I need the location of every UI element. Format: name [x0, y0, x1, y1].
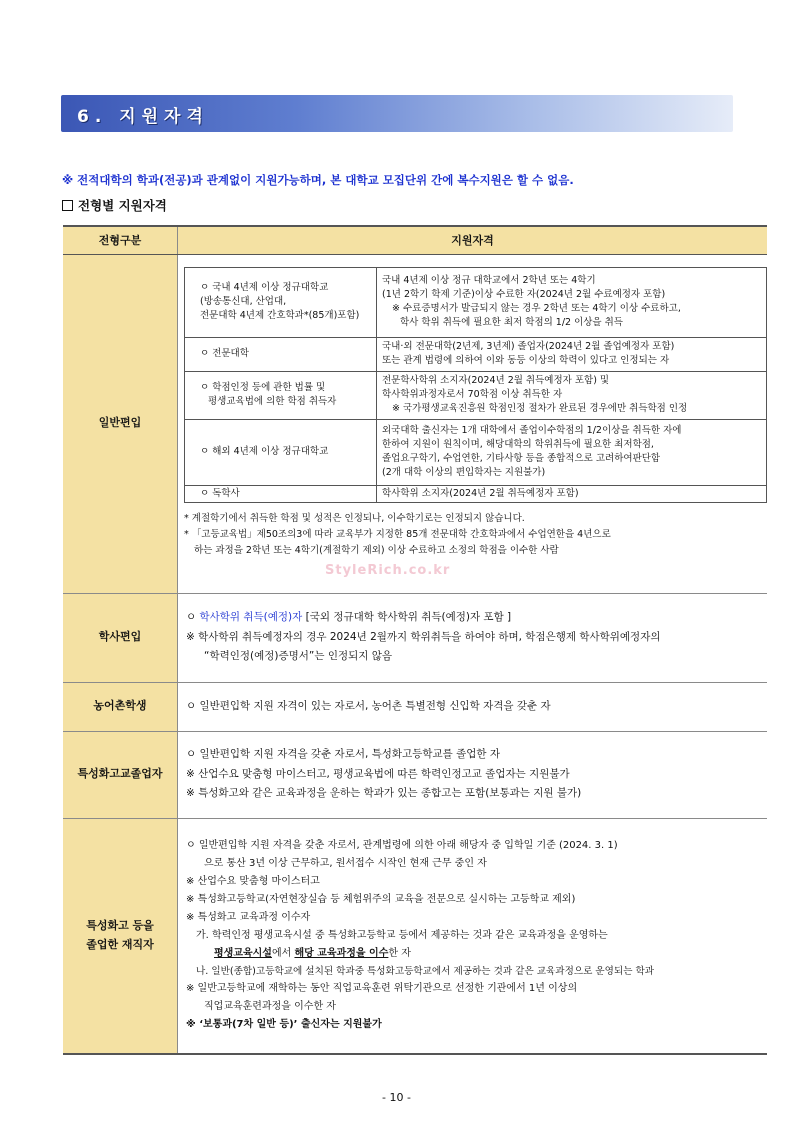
row-specialized: 특성화고교졸업자 ㅇ 일반편입학 지원 자격을 갖춘 자로서, 특성화고등학교를 졸업한 자 ※ 산업수요 맞춤형 마이스터고, 평생교육법에 따른 학력인정고교 졸업자는 지원불가 ※ 특성화고와 같은 교육과정을 운하는 학과가 있는 종합고는 포함(보통과는 지원 불가): [63, 731, 767, 818]
row-general: [63, 254, 767, 593]
row-bachelor: 학사편입 ㅇ 학사학위 취득(예정)자 [국외 정규대학 학사학위 취득(예정)자 포함 ] ※ 학사학위 취득예정자의 경우 2024년 2월까지 학위취득을 하여야 하며, 학점은행제 학사학위예정자의 “학력인정(예정)증명서”는 인정되지 않음: [63, 593, 767, 682]
header-category: 전형구분: [63, 226, 178, 254]
category-rural: 농어촌학생: [63, 682, 178, 731]
table-row: ㅇ 학점인정 등에 관한 법률 및 평생교육법에 의한 학점 취득자 전문학사학위 소지자(2024년 2월 취득예정자 포함) 및 학사학위과정자로서 70학점 이상 취득한 자 ※ 국가평생교육진흥원 학점인정 절차가 완료된 경우에만 취득학점 인정: [185, 371, 767, 419]
row-rural: 농어촌학생 ㅇ 일반편입학 지원 자격이 있는 자로서, 농어촌 특별전형 신입학 자격을 갖춘 자: [63, 682, 767, 731]
row-employee: 특성화고 등을 졸업한 재직자 ㅇ 일반편입학 지원 자격을 갖춘 자로서, 관계법령에 의한 아래 해당자 중 입학일 기준 (2024. 3. 1) 으로 통산 3년 이상 근무하고, 원서접수 시작인 현재 근무 중인 자 ※ 산업수요 맞춤형 마이스터고 ※ 특성화고등학교(자연현장실습 등 체험위주의 교육을 전문으로 실시하는 고등학교 제외) ※ 특성화고 교육과정 이수자 가. 학력인정 평생교육시설 중 특성화고등학교 등에서 제공하는 것과 같은 교육과정을 운영하는 평생교육시설에서 해당 교육과정을 이수한 자 나. 일반(종합)고등학교에 설치된 학과중 특성화고등학교에서 제공하는 것과 같은 교육과정으로 운영되는 학과 ※ 일반고등학교에 재학하는 동안 직업교육훈련 위탁기관으로 선정한 기관에서 1년 이상의 직업교육훈련과정을 이수한 자 ※ ‘보통과(7차 일반 등)’ 출신자는 지원불가: [63, 818, 767, 1054]
category-general: 일반편입: [63, 254, 178, 593]
table-row: ㅇ 국내 4년제 이상 정규대학교 (방송통신대, 산업대, 전문대학 4년제 간호학과*(85개)포함) 국내 4년제 이상 정규 대학교에서 2학년 또는 4학기 (1년 2학기 학제 기준)이상 수료한 자(2024년 2월 수료예정자 포함) ※ 수료증명서가 발급되지 않는 경우 2학년 또는 4학기 이상 수료하고, 학사 학위 취득에 필요한 최저 학점의 1/2 이상을 취득: [185, 267, 767, 337]
checkbox-icon: [62, 200, 73, 211]
table-header-row: [63, 226, 767, 254]
table-row: ㅇ 해외 4년제 이상 정규대학교 외국대학 출신자는 1개 대학에서 졸업이수학점의 1/2이상을 취득한 자에 한하여 지원이 원칙이며, 해당대학의 학위취득에 필요한 최저학점, 졸업요구학기, 수업연한, 기타사항 등을 종합적으로 고려하여판단함 (2개 대학 이상의 편입학자는 지원불가): [185, 419, 767, 485]
qualification-table: [63, 225, 767, 1055]
subsection-title-text: 전형별 지원자격: [78, 198, 167, 213]
table-row: ㅇ 독학사 학사학위 소지자(2024년 2월 취득예정자 포함): [185, 485, 767, 502]
section-title: 6. 지원자격: [77, 107, 209, 127]
watermark: StyleRich.co.kr: [325, 563, 451, 578]
table-row: ㅇ 전문대학 국내·외 전문대학(2년제, 3년제) 졸업자(2024년 2월 졸업예정자 포함) 또는 관계 법령에 의하여 이와 동등 이상의 학력이 있다고 인정되는 자: [185, 337, 767, 371]
header-qualification: 지원자격: [178, 226, 768, 254]
category-employee: 특성화고 등을 졸업한 재직자: [63, 818, 178, 1054]
page-number: - 10 -: [382, 1091, 411, 1104]
category-bachelor: 학사편입: [63, 593, 178, 682]
general-inner-table: [184, 267, 767, 503]
subsection-title: [62, 196, 167, 214]
general-notes: * 계절학기에서 취득한 학점 및 성적은 인정되나, 이수학기로는 인정되지 않습니다. * 「고등교육법」제50조의3에 따라 교육부가 지정한 85개 전문대학 간호학과에서 수업연한을 4년으로 하는 과정을 2학년 또는 4학기(계절학기 제외) 이상 수료하고 소정의 학점을 이수한 사람: [184, 512, 611, 557]
notice-text: ※ 전적대학의 학과(전공)과 관계없이 지원가능하며, 본 대학교 모집단위 간에 복수지원은 할 수 없음.: [62, 173, 574, 187]
category-specialized: 특성화고교졸업자: [63, 731, 178, 818]
section-banner: [61, 95, 733, 132]
